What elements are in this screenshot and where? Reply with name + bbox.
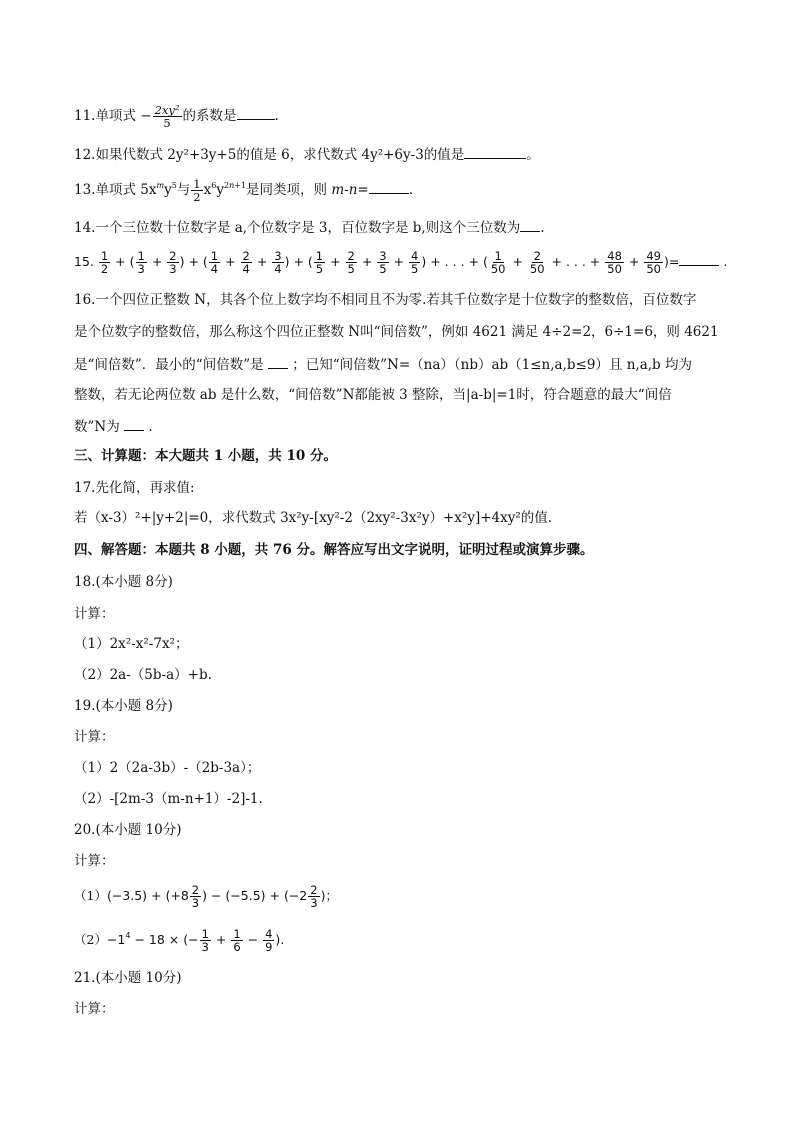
question-19-calc: 计算： xyxy=(74,729,115,745)
question-13: 13.单项式 $5x^my^5$与 $\frac{1}{2}$ $x^6y^{2n+1}$是同类项，则 m-n= . xyxy=(74,177,414,204)
section-4-heading: 四、解答题：本题共 8 小题，共 76 分。解答应写出文字说明，证明过程或演算步骤。 xyxy=(74,542,594,558)
question-18-part-1: （1）2x²-x²-7x²； xyxy=(74,636,189,652)
answer-blank xyxy=(369,179,409,194)
question-14: 14.一个三位数十位数字是 a,个位数字是 3，百位数字是 b,则这个三位数为 . xyxy=(74,217,545,238)
answer-blank xyxy=(268,354,288,369)
question-19-part-2: （2）-[2m-3（m-n+1）-2]-1. xyxy=(74,791,263,807)
question-16-line-3: 是“间倍数”．最小的“间倍数”是 ；已知“间倍数”N=（na）（nb）ab（1≤n,a,b≤9）且 n,a,b 均为 xyxy=(74,354,692,375)
question-19-part-1: （1）2（2a-3b）-（2b-3a）； xyxy=(74,760,261,776)
question-17-line-2: 若（x-3）²+|y+2|=0，求代数式 3x²y-[xy²-2（2xy²-3x²y）+x²y]+4xy²的值. xyxy=(74,510,553,526)
question-16-line-4: 整数，若无论两位数 ab 是什么数，“间倍数”N都能被 3 整除，当|a-b|=1时，符合题意的最大“间倍 xyxy=(74,387,672,403)
question-20-heading: 20.(本小题 10分) xyxy=(74,822,182,838)
answer-blank xyxy=(237,105,275,120)
question-18-heading: 18.(本小题 8分) xyxy=(74,574,173,590)
question-20-part-1: （1）(−3.5) + (+8 $\frac{2}{3}$ ) − (−5.5) + (−2 $\frac{2}{3}$ )； xyxy=(74,883,338,910)
answer-blank xyxy=(124,416,144,431)
question-12: 12.如果代数式 2y²+3y+5的值是 6，求代数式 4y²+6y-3的值是 。 xyxy=(74,144,540,165)
question-21-heading: 21.(本小题 10分) xyxy=(74,970,182,986)
q11-fraction: $\frac{\text{2xy²}}{5}$ xyxy=(154,103,180,130)
question-19-heading: 19.(本小题 8分) xyxy=(74,698,173,714)
question-11: 11.单项式 − $\frac{\text{2xy²}}{5}$ 的系数是 . xyxy=(74,103,279,130)
answer-blank xyxy=(464,144,526,159)
q13-fraction: $\frac{1}{2}$ xyxy=(193,177,201,204)
question-21-calc: 计算： xyxy=(74,1001,115,1017)
question-15: 15. $\frac{1}{2}$ + ( $\frac{1}{3}$ + $\frac{2}{3}$ ) + ( $\frac{1}{4}$ + $\frac{2}{4}$ + $\frac{3}{4}$ ) + ( $\frac{1}{5}$ + $\frac{2}{5}$ + $\frac{3}{5}$ + $\frac{4}{5}$ ) + . . . + ( $\frac{1}{50}$ + $\frac{2}{50}$ + . . . + $\frac{48}{50}$ + $\frac{49}{50}$ )= . xyxy=(74,249,728,276)
question-16-line-1: 16.一个四位正整数 N，其各个位上数字均不相同且不为零.若其千位数字是十位数字的整数倍，百位数字 xyxy=(74,292,697,308)
answer-blank xyxy=(679,251,719,266)
question-18-part-2: （2）2a-（5b-a）+b. xyxy=(74,667,212,683)
question-20-calc: 计算： xyxy=(74,853,115,869)
question-18-calc: 计算： xyxy=(74,606,115,622)
question-16-line-5: 数”N为 . xyxy=(74,416,153,437)
q11-prefix: 11.单项式 − xyxy=(74,108,152,124)
question-17-line-1: 17.先化简，再求值: xyxy=(74,480,195,496)
section-3-heading: 三、计算题：本大题共 1 小题，共 10 分。 xyxy=(74,448,337,464)
question-20-part-2: $(2)-1^4 - 18$ × (− $\frac{1}{3}$ + $\frac{1}{6}$ − $\frac{4}{9}$ ). xyxy=(74,927,285,954)
answer-blank xyxy=(520,217,540,232)
question-16-line-2: 是个位数字的整数倍，那么称这个四位正整数 N叫“间倍数”，例如 4621 满足 4÷2=2，6÷1=6，则 4621 xyxy=(74,324,719,340)
